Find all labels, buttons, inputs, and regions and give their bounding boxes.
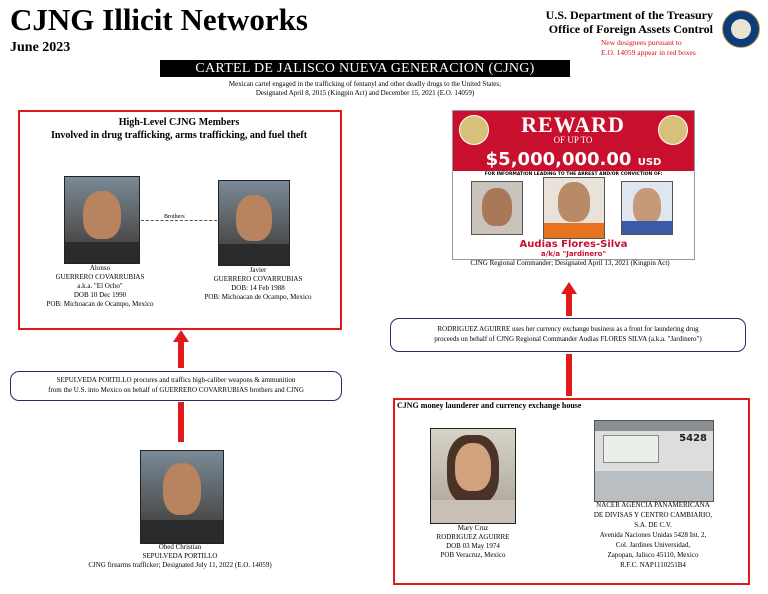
business-address-line3: Zapopan, Jalisco 45110, Mexico [607,551,699,559]
arms-link-line1: SEPULVEDA PORTILLO procures and traffics high-caliber weapons & ammunition [56,376,296,384]
brothers-label: Brothers [164,214,185,220]
business-rfc: R.F.C. NAP1110251B4 [620,561,686,569]
mary-dob: DOB 03 May 1974 [446,542,500,550]
javier-caption [178,266,338,302]
reward-amount [453,149,694,171]
audias-photo-1 [471,181,523,235]
office-name: Office of Foreign Assets Control [548,22,713,36]
reward-info: FOR INFORMATION LEADING TO THE ARREST AND/OR CONVICTION OF: [484,172,663,177]
arrow-up-shaft-right-top [566,294,572,316]
reward-header [453,111,694,149]
cartel-description [160,80,570,98]
arrow-up-head-left-top [173,330,189,342]
high-level-title [20,116,338,142]
arrow-shaft-left-bottom [178,402,184,442]
business-name-line2: DE DIVISAS Y CENTRO CAMBIARIO, [593,511,713,519]
javier-pob: POB: Michoacan de Ocampo, Mexico [204,293,312,301]
treasury-seal-icon [722,10,760,48]
business-address-line2: Col. Jardines Universidad, [615,541,691,549]
audias-caption: CJNG Regional Commander; Designated April 13, 2021 (Kingpin Act) [470,259,670,267]
alonso-dob: DOB 10 Dec 1990 [73,291,127,299]
reward-amount-value: $5,000,000.00 [485,149,632,170]
javier-dob: DOB: 14 Feb 1988 [231,284,285,292]
laundering-link-line1: RODRIGUEZ AGUIRRE uses her currency exchange business as a front for laundering drug [437,325,699,333]
arrow-up-head-right-top [561,282,577,294]
cartel-banner: CARTEL DE JALISCO NUEVA GENERACION (CJNG) [160,60,570,77]
javier-first-name: Javier [249,266,267,274]
state-dept-emblem-icon [658,115,688,145]
laundering-link-line2: proceeds on behalf of CJNG Regional Commander Audias FLORES SILVA (a.k.a. "Jardinero") [434,335,702,343]
cartel-desc-line1: Mexican cartel engaged in the trafficking of fentanyl and other deadly drugs to the United States; [228,80,502,88]
alonso-first-name: Alonso [89,264,111,272]
storefront-photo [594,420,714,502]
obed-photo [140,450,224,544]
mary-first-name: Mary Cruz [457,524,489,532]
mary-pob: POB Veracruz, Mexico [440,551,506,559]
mary-last-name: RODRIGUEZ AGUIRRE [436,533,510,541]
high-level-title-line2: Involved in drug trafficking, arms trafficking, and fuel theft [50,130,308,141]
business-caption [560,500,746,570]
high-level-title-line1: High-Level CJNG Members [118,117,240,128]
brothers-connector [141,220,217,222]
arms-link-line2: from the U.S. into Mexico on behalf of GUERRERO COVARRUBIAS brothers and CJNG [48,386,304,394]
mary-photo [430,428,516,524]
reward-currency: USD [637,157,662,168]
arms-trafficking-link [10,371,342,401]
alonso-last-name: GUERRERO COVARRUBIAS [55,273,145,281]
audias-aka: a/k/a "Jardinero" [540,250,607,258]
legend-note-line2: E.O. 14059 appear in red boxes [601,48,696,57]
javier-last-name: GUERRERO COVARRUBIAS [213,275,303,283]
dea-emblem-icon [459,115,489,145]
report-date: June 2023 [10,40,71,55]
obed-first-name: Obed Christian [158,543,202,551]
reward-word: REWARD [521,112,625,137]
store-sign-number: 5428 [679,433,707,444]
treasury-heading [546,8,713,36]
obed-caption [40,543,320,570]
audias-photo-3 [621,181,673,235]
legend-note [601,38,696,58]
alonso-photo [64,176,140,264]
javier-photo [218,180,290,266]
reward-up-to: OF UP TO [553,135,593,145]
mary-caption [400,524,546,560]
laundering-link [390,318,746,352]
business-name-line3: S.A. DE C.V. [634,521,672,529]
dept-name: U.S. Department of the Treasury [545,8,713,22]
business-name-line1: NACER AGENCIA PANAMERICANA [596,501,710,509]
audias-photo-2 [543,177,605,239]
alonso-caption [20,264,180,309]
alonso-pob: POB: Michoacan de Ocampo, Mexico [46,300,154,308]
obed-designation: CJNG firearms trafficker; Designated July 11, 2022 (E.O. 14059) [88,561,272,569]
legend-note-line1: New designees pursuant to [601,38,682,47]
alonso-aka: a.k.a. "El Ocho" [77,282,123,290]
money-launderer-title: CJNG money launderer and currency exchange house [397,401,582,410]
arrow-up-shaft-left-top [178,342,184,368]
reward-poster [452,110,695,260]
audias-name: Audias Flores-Silva [519,239,628,250]
business-address-line1: Avenida Naciones Unidas 5428 Int. 2, [599,531,707,539]
cartel-desc-line2: Designated April 8, 2015 (Kingpin Act) and December 15, 2021 (E.O. 14059) [255,89,475,97]
page-title: CJNG Illicit Networks [10,2,308,37]
arrow-shaft-right-bottom [566,354,572,396]
obed-last-name: SEPULVEDA PORTILLO [142,552,218,560]
